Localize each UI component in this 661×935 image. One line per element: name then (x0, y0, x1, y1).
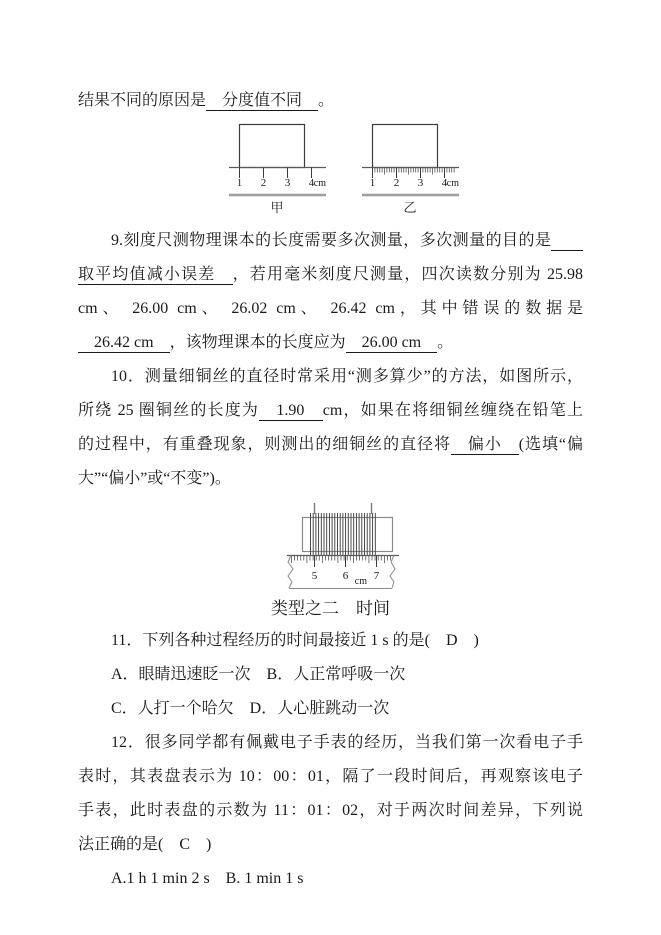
unit-label: cm (446, 178, 459, 189)
text-segment: 。 (318, 92, 335, 109)
q9-line-1 (78, 224, 583, 258)
answer-blank: 取平均值减小误差 (78, 266, 233, 283)
text-segment: 12．很多同学都有佩戴电子手表的经历，当我们第一次看电子手 (111, 734, 583, 751)
text-segment: 。 (437, 334, 454, 351)
q12-line-2 (78, 760, 583, 794)
tick-label: 3 (284, 177, 290, 189)
tick-label: 1 (369, 177, 375, 189)
q10-line-2 (78, 394, 583, 428)
text-segment: 的过程中，有重叠现象，则测出的细铜丝的直径将 (78, 436, 451, 453)
unit-label: cm (313, 178, 326, 189)
text-segment: 表时，其表盘表示为 10：00：01，隔了一段时间后，再观察该电子 (78, 768, 583, 785)
text-segment: 10．测量细铜丝的直径时常采用“测多算少”的方法，如图所示， (111, 368, 583, 385)
answer-blank: 26.00 cm (345, 334, 438, 351)
figure-rulers (91, 122, 596, 216)
text-segment: A．眼睛迅速眨一次 B．人正常呼吸一次 (111, 666, 406, 683)
answer-blank: 分度值不同 (206, 92, 319, 109)
text-segment: 11．下列各种过程经历的时间最接近 1 s 的是( D ) (111, 632, 479, 649)
tick-label: 2 (260, 177, 266, 189)
q9-line-3 (78, 292, 583, 326)
tick-label: 7 (373, 570, 379, 582)
ruler-jia (229, 125, 326, 216)
q11-stem (78, 624, 583, 658)
text-segment: 法正确的是( C ) (78, 836, 212, 853)
measured-object-yi (372, 125, 437, 168)
text-segment: ，若用毫米刻度尺测量，四次读数分别为 25.98 (232, 266, 583, 283)
figure-coil (91, 502, 596, 592)
measured-object-jia (239, 125, 304, 168)
coil-ruler-cm-ticks (314, 556, 376, 568)
tick-label: 4 (441, 177, 447, 189)
q10-line-3 (78, 428, 583, 462)
q10-line-1 (78, 360, 583, 394)
tick-label: 5 (311, 570, 317, 582)
section-heading: 类型之二 时间 (271, 599, 390, 618)
answer-blank: 26.42 cm (78, 334, 170, 351)
q9-line-2 (78, 258, 583, 292)
text-segment: cm、 26.00 cm、 26.02 cm、 26.42 cm，其中错误的数据是 (78, 300, 583, 317)
text-segment: cm，如果在将细铜丝缠绕在铅笔上 (322, 402, 583, 419)
q11-options-cd (78, 692, 583, 726)
ruler-yi-mm-ticks (372, 168, 454, 175)
ruler-yi (362, 125, 459, 216)
figure-caption-yi: 乙 (402, 200, 417, 215)
q12-line-1 (78, 726, 583, 760)
questions-11-12-text (78, 624, 583, 896)
ruler-jia-cm-ticks (239, 168, 311, 179)
q12-line-3 (78, 794, 583, 828)
q8-continuation-line (78, 84, 583, 118)
questions-9-10-text (78, 224, 583, 496)
answer-blank: 1.90 (259, 402, 323, 419)
q9-line-4 (78, 326, 583, 360)
text-segment: 手表，此时表盘的示数为 11：01：02，对于两次时间差异，下列说 (78, 802, 583, 819)
tick-label: 6 (342, 570, 348, 582)
answer-blank: 偏小 (450, 436, 519, 453)
q10-line-4 (78, 462, 583, 496)
coil-svg (285, 502, 403, 592)
text-segment: 大”“偏小”或“不变”)。 (78, 470, 231, 487)
q12-line-4 (78, 828, 583, 862)
rulers-svg (229, 122, 459, 216)
text-segment: A.1 h 1 min 2 s B. 1 min 1 s (111, 870, 304, 887)
intro-text (78, 84, 583, 118)
unit-label: cm (354, 576, 367, 587)
text-segment: C．人打一个哈欠 D．人心脏跳动一次 (111, 700, 390, 717)
tick-label: 4 (308, 177, 314, 189)
tick-label: 3 (417, 177, 423, 189)
text-segment: 9.刻度尺测物理课本的长度需要多次测量，多次测量的目的是 (111, 232, 551, 249)
q12-options-ab (78, 862, 583, 896)
text-segment: ，该物理课本的长度应为 (169, 334, 346, 351)
text-segment: (选填“偏 (518, 436, 583, 453)
text-segment: 结果不同的原因是 (78, 92, 207, 109)
q11-options-ab (78, 658, 583, 692)
figure-caption-jia: 甲 (269, 200, 284, 215)
tick-label: 1 (236, 177, 242, 189)
text-segment: 所绕 25 圈铜丝的长度为 (78, 402, 260, 419)
wire-leads (314, 503, 371, 514)
tick-label: 2 (393, 177, 399, 189)
answer-blank (551, 232, 583, 251)
coil-ruler-mm-ticks (291, 556, 390, 564)
